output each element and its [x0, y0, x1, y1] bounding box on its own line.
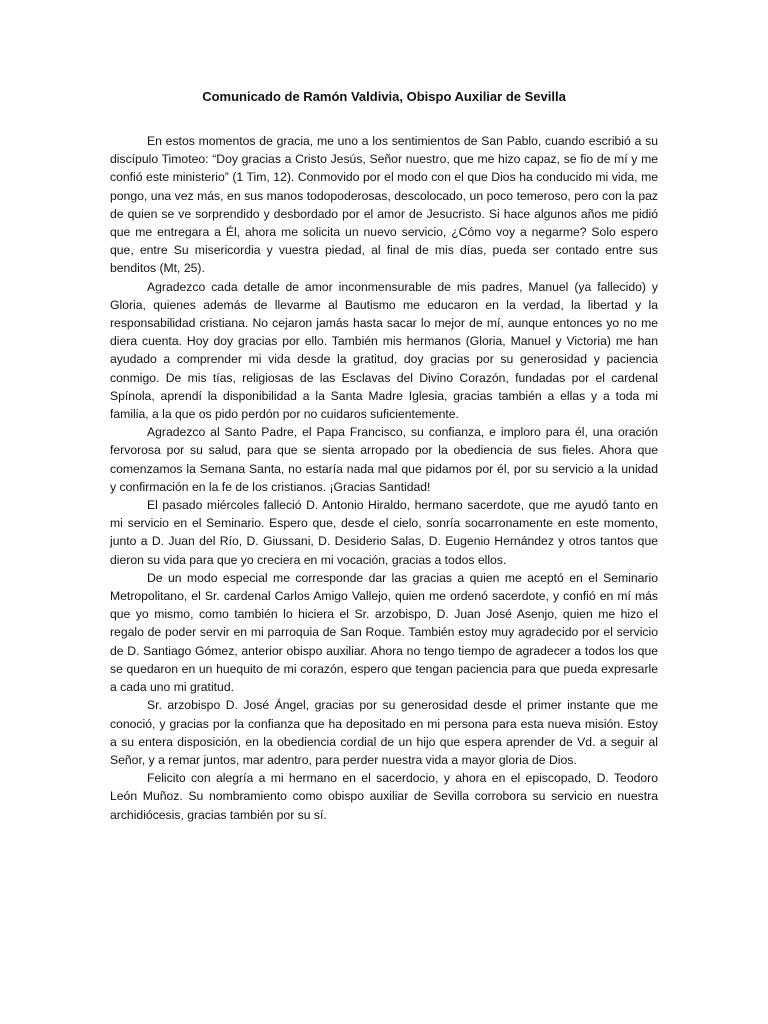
document-body [110, 132, 658, 824]
paragraph-3: Agradezco al Santo Padre, el Papa Francisco, su confianza, e imploro para él, una oración fervorosa por su salud, para que se sienta arropado por la obediencia de sus fieles. Ahora que comenzamos la Semana Santa, no estaría nada mal que pidamos por él, por su servicio a la unidad y confirmación en la fe de los cristianos. ¡Gracias Santidad! [110, 425, 658, 494]
document-title: Comunicado de Ramón Valdivia, Obispo Auxiliar de Sevilla [202, 89, 566, 104]
paragraph-7: Felicito con alegría a mi hermano en el sacerdocio, y ahora en el episcopado, D. Teodoro León Muñoz. Su nombramiento como obispo auxiliar de Sevilla corrobora su servicio en nuestra archidiócesis, gracias también por su sí. [110, 771, 658, 822]
paragraph-1: En estos momentos de gracia, me uno a los sentimientos de San Pablo, cuando escribió a su discípulo Timoteo: “Doy gracias a Cristo Jesús, Señor nuestro, que me hizo capaz, se fio de mí y me confió este ministerio” (1 Tim, 12). Conmovido por el modo con el que Dios ha conducido mi vida, me pongo, una vez más, en sus manos todopoderosas, descolocado, un poco temeroso, pero con la paz de quien se ve sorprendido y desbordado por el amor de Jesucristo. Si hace algunos años me pidió que me entregara a Él, ahora me solicita un nuevo servicio, ¿Cómo voy a negarme? Solo espero que, entre Su misericordia y vuestra piedad, al final de mis días, pueda ser contado entre sus benditos (Mt, 25). [110, 134, 658, 276]
paragraph-5: De un modo especial me corresponde dar las gracias a quien me aceptó en el Seminario Metropolitano, el Sr. cardenal Carlos Amigo Vallejo, quien me ordenó sacerdote, y confió en mí más que yo mismo, como también lo hiciera el Sr. arzobispo, D. Juan José Asenjo, quien me hizo el regalo de poder servir en mi parroquia de San Roque. También estoy muy agradecido por el servicio de D. Santiago Gómez, anterior obispo auxiliar. Ahora no tengo tiempo de agradecer a todos los que se quedaron en un huequito de mi corazón, espero que tengan paciencia para que pueda expresarle a cada uno mi gratitud. [110, 570, 658, 695]
paragraph-4: El pasado miércoles falleció D. Antonio Hiraldo, hermano sacerdote, que me ayudó tanto en mi servicio en el Seminario. Espero que, desde el cielo, sonría socarronamente en este momento, junto a D. Juan del Río, D. Giussani, D. Desiderio Salas, D. Eugenio Hernández y otros tantos que dieron su vida para que yo creciera en mi vocación, gracias a todos ellos. [110, 498, 658, 567]
paragraph-2: Agradezco cada detalle de amor inconmensurable de mis padres, Manuel (ya fallecido) y Gloria, quienes además de llevarme al Bautismo me educaron en la verdad, la libertad y la responsabilidad cristiana. No cejaron jamás hasta sacar lo mejor de mí, aunque entonces yo no me diera cuenta. Hoy doy gracias por ello. También mis hermanos (Gloria, Manuel y Victoria) me han ayudado a comprender mi vida desde la gratitud, doy gracias por su generosidad y paciencia conmigo. De mis tías, religiosas de las Esclavas del Divino Corazón, fundadas por el cardenal Spínola, aprendí la disponibilidad a la Santa Madre Iglesia, gracias también a ellas y a toda mi familia, a la que os pido perdón por no cuidaros suficientemente. [110, 279, 658, 422]
paragraph-6: Sr. arzobispo D. José Ángel, gracias por su generosidad desde el primer instante que me conoció, y gracias por la confianza que ha depositado en mi persona para esta nueva misión. Estoy a su entera disposición, en la obediencia cordial de un hijo que espera aprender de Vd. a seguir al Señor, y a remar juntos, mar adentro, para perder nuestra vida a mayor gloria de Dios. [110, 698, 658, 767]
